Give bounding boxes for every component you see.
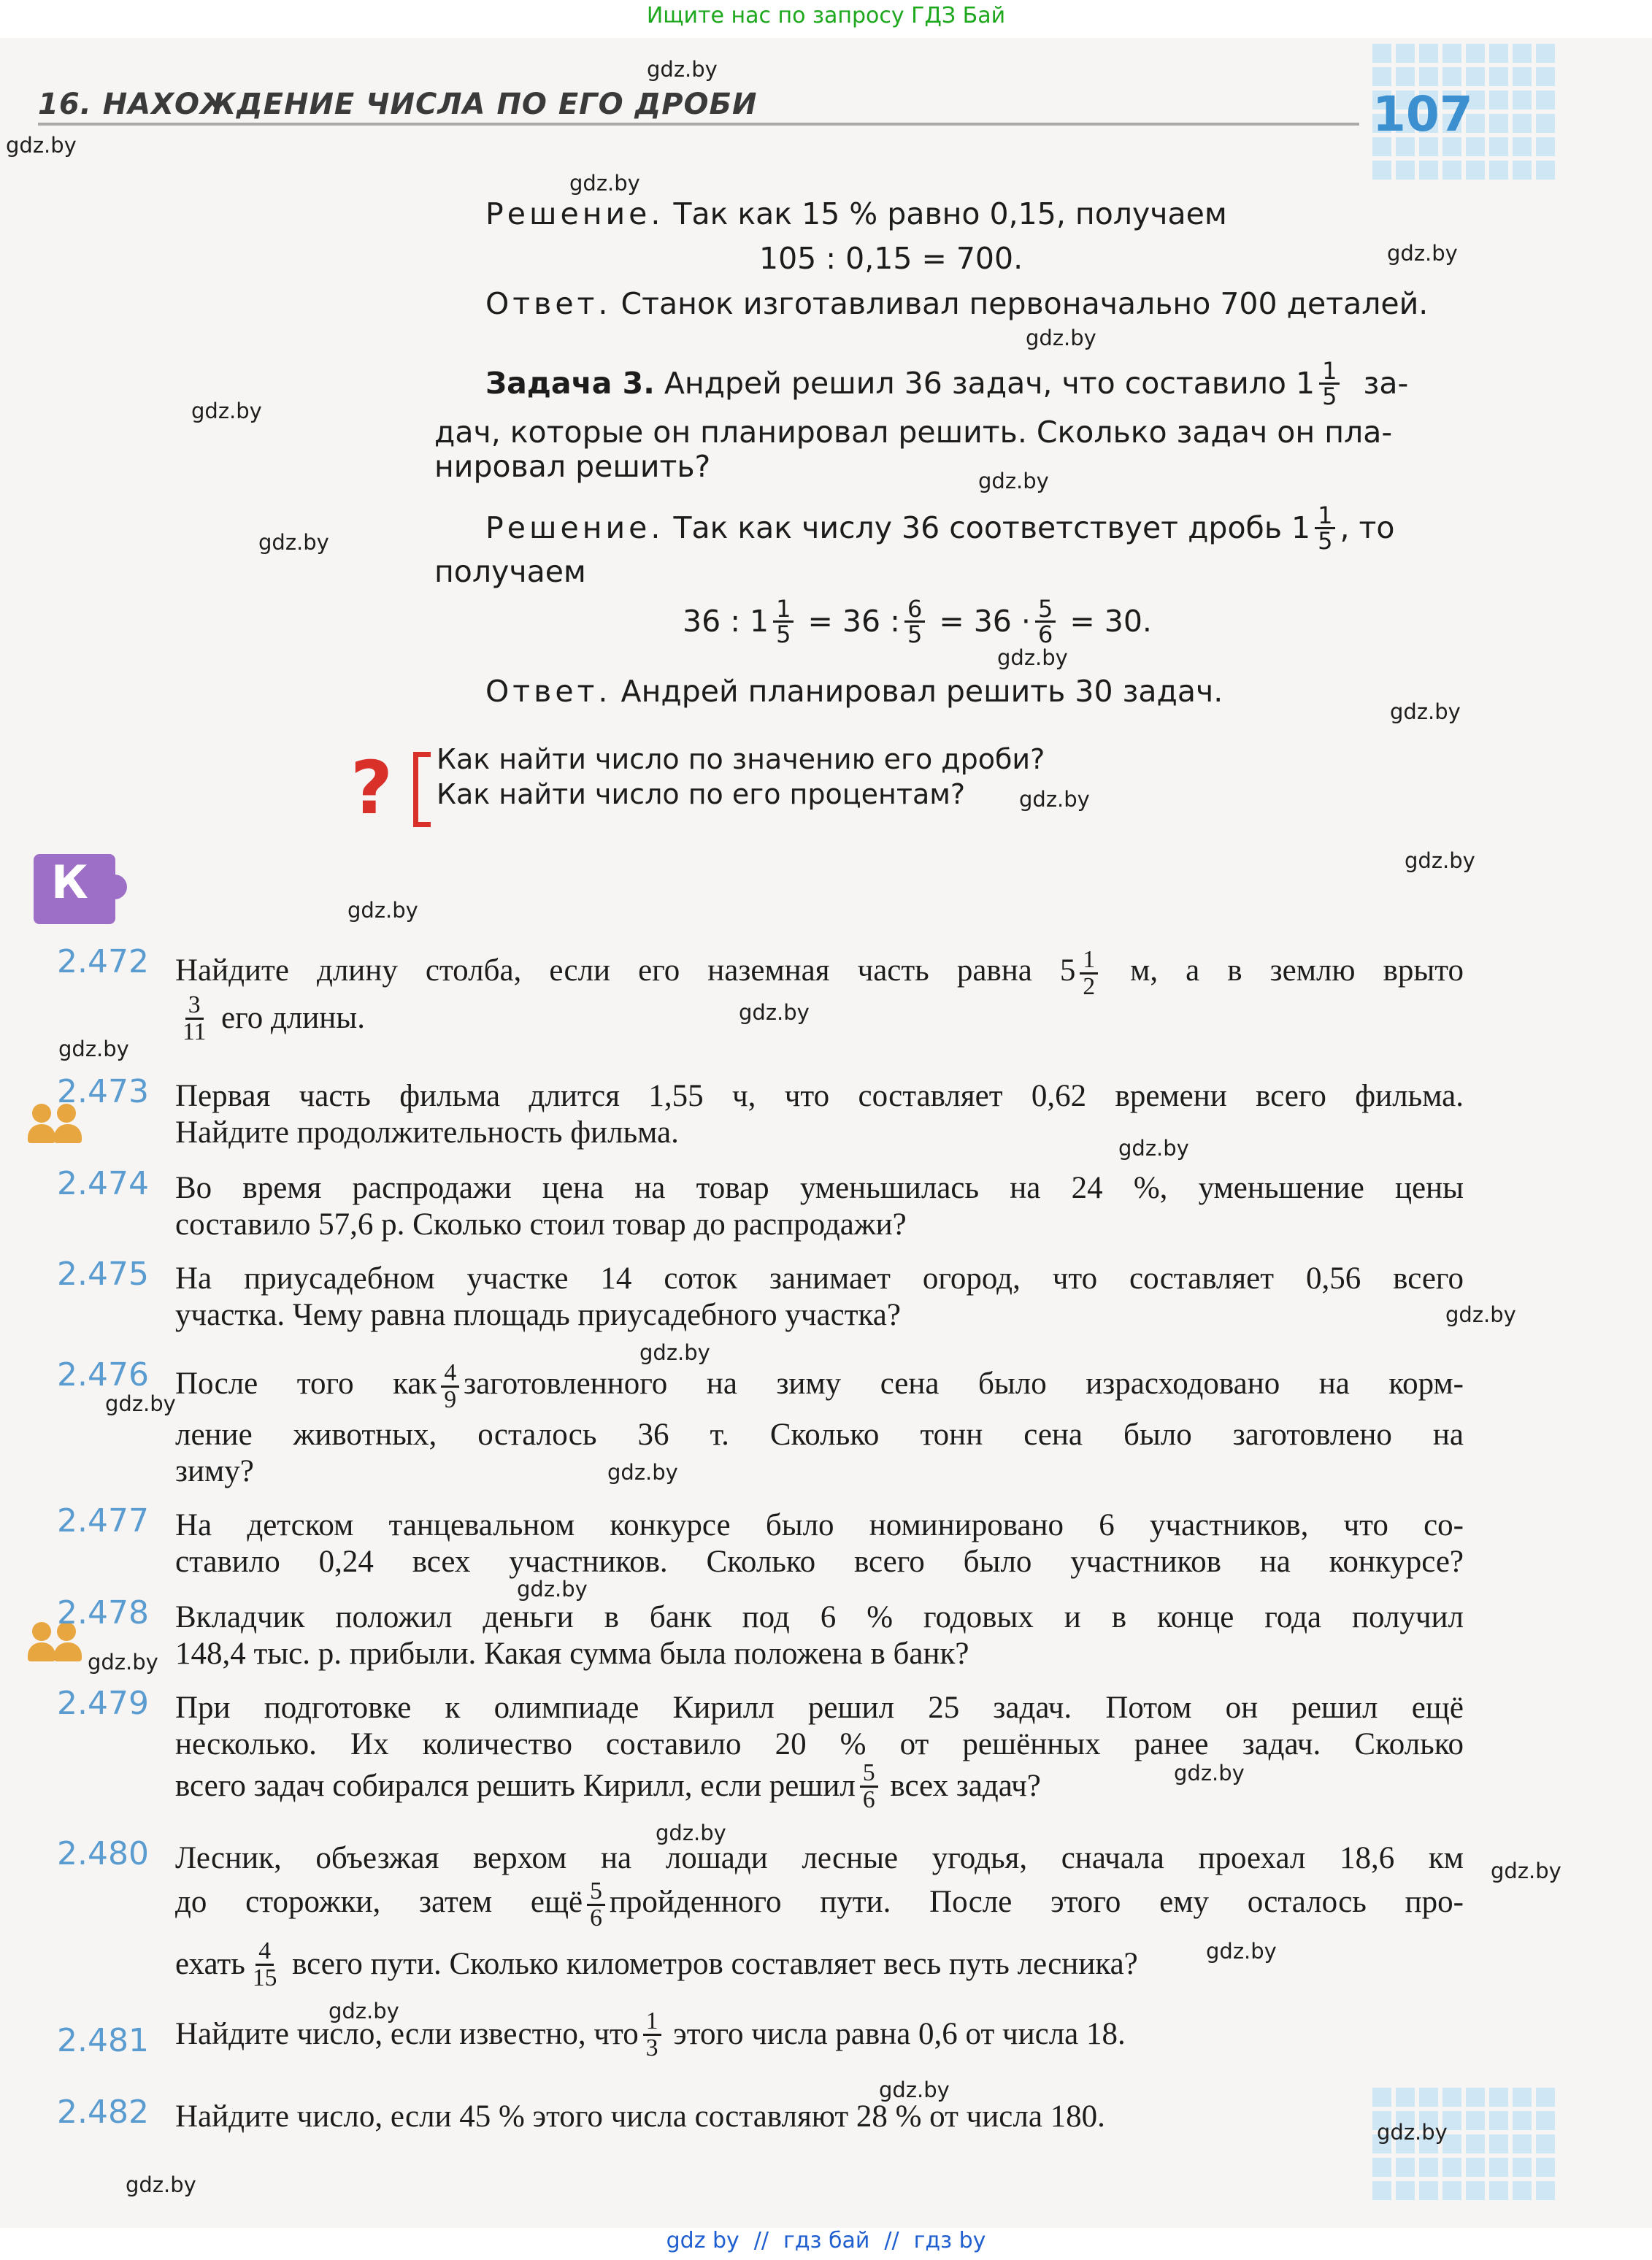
fraction: $\frac{1}{5}$ — [1319, 359, 1340, 408]
bottom-banner-separator: // — [753, 2228, 769, 2253]
watermark: gdz.by — [1377, 2120, 1448, 2145]
problem-2479-line-3: всего задач собирался решить Кирилл, если решил $\frac{5}{6}$ всех задач? — [175, 1759, 1041, 1813]
fraction: $\frac{1}{5}$ — [1315, 504, 1335, 553]
problem-2480-line-3: ехать $\frac{4}{15}$ всего пути. Сколько километров составляет весь путь лесника? — [175, 1937, 1138, 1991]
question-mark-icon: ? — [350, 745, 393, 831]
problem-2473-line-1: Первая часть фильма длится 1,55 ч, что составляет 0,62 времени всего фильма. — [175, 1079, 1464, 1113]
problem-2477-line-1: На детском танцевальном конкурсе было номинировано 6 участников, что со- — [175, 1508, 1464, 1542]
solution-2-equation: 105 : 0,15 = 700. — [759, 241, 1023, 276]
watermark: gdz.by — [1445, 1302, 1516, 1327]
header-rule — [38, 123, 1359, 126]
watermark: gdz.by — [739, 1000, 810, 1025]
problem-number: 2.479 — [57, 1685, 149, 1722]
review-questions — [437, 742, 1045, 812]
watermark: gdz.by — [329, 1999, 399, 2023]
watermark: gdz.by — [1387, 241, 1458, 266]
watermark: gdz.by — [1390, 699, 1461, 724]
problem-2479-line-2: несколько. Их количество составило 20 % от решённых ранее задач. Сколько — [175, 1727, 1464, 1761]
review-question: Как найти число по значению его дроби? — [437, 743, 1045, 775]
problem-number: 2.481 — [57, 2022, 149, 2059]
task-3-solution-line-2: получаем — [434, 554, 586, 589]
fraction: $\frac{1}{2}$ — [1080, 948, 1098, 999]
task-3-answer: Ответ. Андрей планировал решить 30 задач. — [485, 669, 1223, 714]
watermark: gdz.by — [569, 171, 640, 196]
problem-2480-line-1: Лесник, объезжая верхом на лошади лесные угодья, сначала проехал 18,6 км — [175, 1841, 1464, 1875]
task-3-line-3: нировал решить? — [434, 449, 711, 484]
problem-2481-line-1: Найдите число, если известно, что $\frac{1}{3}$ этого числа равна 0,6 от числа 18. — [175, 2007, 1126, 2061]
watermark: gdz.by — [1118, 1136, 1189, 1161]
problem-2475-line-2: участка. Чему равна площадь приусадебного участка? — [175, 1298, 901, 1332]
pair-work-icon — [26, 1104, 85, 1149]
solution-2-line — [485, 191, 1227, 237]
fraction: $\frac{1}{5}$ — [773, 597, 794, 646]
bottom-banner-link[interactable]: гдз бай — [783, 2228, 870, 2253]
watermark: gdz.by — [88, 1650, 158, 1675]
bottom-banner-separator: // — [884, 2228, 899, 2253]
task-3-line-2: дач, которые он планировал решить. Сколько задач он пла- — [434, 415, 1393, 450]
problem-2477-line-2: ставило 0,24 всех участников. Сколько всего было участников на конкурсе? — [175, 1545, 1464, 1579]
problem-number: 2.472 — [57, 943, 149, 980]
problem-2472-line-2: $\frac{3}{11}$ его длины. — [175, 993, 365, 1044]
problem-2480-line-2: до сторожки, затем ещё $\frac{5}{6}$ пройденного пути. После этого ему осталось про- — [175, 1877, 1464, 1932]
watermark: gdz.by — [1174, 1761, 1245, 1786]
problem-2482-line-1: Найдите число, если 45 % этого числа составляют 28 % от числа 180. — [175, 2099, 1105, 2134]
watermark: gdz.by — [1206, 1939, 1277, 1964]
fraction: $\frac{5}{6}$ — [860, 1761, 878, 1812]
question-bracket-head — [413, 752, 431, 757]
problem-2479-line-1: При подготовке к олимпиаде Кирилл решил 25 задач. Потом он решил ещё — [175, 1691, 1464, 1725]
problem-2475-line-1: На приусадебном участке 14 соток занимает огород, что составляет 0,56 всего — [175, 1261, 1464, 1296]
bottom-banner[interactable] — [0, 2228, 1652, 2253]
watermark: gdz.by — [1019, 787, 1090, 812]
task-3-title: Задача 3. — [485, 366, 655, 401]
watermark: gdz.by — [517, 1577, 588, 1602]
problem-2478-line-2: 148,4 тыс. р. прибыли. Какая сумма была положена в банк? — [175, 1637, 969, 1671]
solution-2-answer — [485, 281, 1428, 326]
page-number: 107 — [1372, 86, 1473, 142]
problem-2473-line-2: Найдите продолжительность фильма. — [175, 1115, 679, 1150]
question-bracket — [413, 752, 418, 826]
problem-2474-line-2: составило 57,6 р. Сколько стоил товар до распродажи? — [175, 1207, 907, 1242]
fraction: $\frac{4}{15}$ — [252, 1937, 277, 1991]
problem-number: 2.482 — [57, 2094, 149, 2131]
problem-number: 2.474 — [57, 1165, 149, 1202]
task-3-equation: 36 : 1 $\frac{1}{5}$ = 36 : $\frac{6}{5}$ = 36 · $\frac{5}{6}$ = 30. — [683, 595, 1152, 648]
solution-2-label: Решение. — [485, 196, 664, 231]
problem-number: 2.473 — [57, 1073, 149, 1110]
watermark: gdz.by — [6, 133, 77, 158]
watermark: gdz.by — [191, 399, 262, 423]
bottom-banner-link[interactable]: гдз by — [913, 2228, 986, 2253]
problem-2472-line-1: Найдите длину столба, если его наземная часть равна 5 $\frac{1}{2}$ м, а в землю врыто — [175, 946, 1464, 1000]
watermark: gdz.by — [258, 530, 329, 555]
problem-2474-line-1: Во время распродажи цена на товар уменьшилась на 24 %, уменьшение цены — [175, 1171, 1464, 1205]
watermark: gdz.by — [978, 469, 1049, 493]
question-bracket-foot — [413, 822, 431, 827]
task-3-solution: Решение. Так как числу 36 соответствует дробь 1 $\frac{1}{5}$ , то — [485, 501, 1395, 555]
problem-number: 2.475 — [57, 1256, 149, 1293]
watermark: gdz.by — [647, 57, 718, 82]
answer-2-text: Станок изготавливал первоначально 700 деталей. — [621, 286, 1429, 321]
watermark: gdz.by — [997, 645, 1068, 670]
watermark: gdz.by — [105, 1391, 176, 1416]
answer-3-label: Ответ. — [485, 674, 612, 709]
problem-2476-line-2: ление животных, осталось 36 т. Сколько тонн сена было заготовлено на — [175, 1418, 1464, 1452]
fraction: $\frac{5}{6}$ — [587, 1879, 605, 1930]
chapter-title: 16. НАХОЖДЕНИЕ ЧИСЛА ПО ЕГО ДРОБИ — [38, 88, 758, 121]
k-puzzle-knob — [102, 875, 127, 899]
fraction: $\frac{3}{11}$ — [183, 991, 207, 1045]
fraction: $\frac{5}{6}$ — [1035, 597, 1056, 646]
task-3-line-1: Задача 3. Андрей решил 36 задач, что составило 1 $\frac{1}{5}$ за- — [485, 357, 1409, 410]
bottom-banner-link[interactable]: gdz by — [666, 2228, 739, 2253]
watermark: gdz.by — [656, 1821, 726, 1845]
watermark: gdz.by — [347, 898, 418, 923]
fraction: $\frac{4}{9}$ — [441, 1361, 459, 1412]
answer-2-label: Ответ. — [485, 286, 612, 321]
problem-number: 2.476 — [57, 1356, 149, 1394]
watermark: gdz.by — [1405, 848, 1475, 873]
problem-2476-line-1: После того как $\frac{4}{9}$ заготовленного на зиму сена было израсходовано на корм- — [175, 1359, 1464, 1413]
problem-number: 2.478 — [57, 1594, 149, 1631]
watermark: gdz.by — [1026, 326, 1096, 350]
watermark: gdz.by — [1491, 1859, 1561, 1883]
k-badge-letter: К — [51, 856, 88, 909]
watermark: gdz.by — [639, 1340, 710, 1365]
watermark: gdz.by — [879, 2078, 950, 2102]
solution-3-label: Решение. — [485, 510, 664, 546]
fraction: $\frac{6}{5}$ — [904, 597, 925, 646]
solution-2-text: Так как 15 % равно 0,15, получаем — [673, 196, 1227, 231]
problem-number: 2.480 — [57, 1835, 149, 1872]
watermark: gdz.by — [607, 1460, 678, 1485]
review-question: Как найти число по его процентам? — [437, 778, 966, 810]
problem-2476-line-3: зиму? — [175, 1454, 254, 1488]
top-banner[interactable]: Ищите нас по запросу ГДЗ Бай — [646, 3, 1006, 28]
watermark: gdz.by — [126, 2172, 196, 2197]
problem-2478-line-1: Вкладчик положил деньги в банк под 6 % годовых и в конце года получил — [175, 1600, 1464, 1634]
fraction: $\frac{1}{3}$ — [643, 2009, 661, 2060]
problem-number: 2.477 — [57, 1502, 149, 1540]
watermark: gdz.by — [58, 1037, 129, 1061]
